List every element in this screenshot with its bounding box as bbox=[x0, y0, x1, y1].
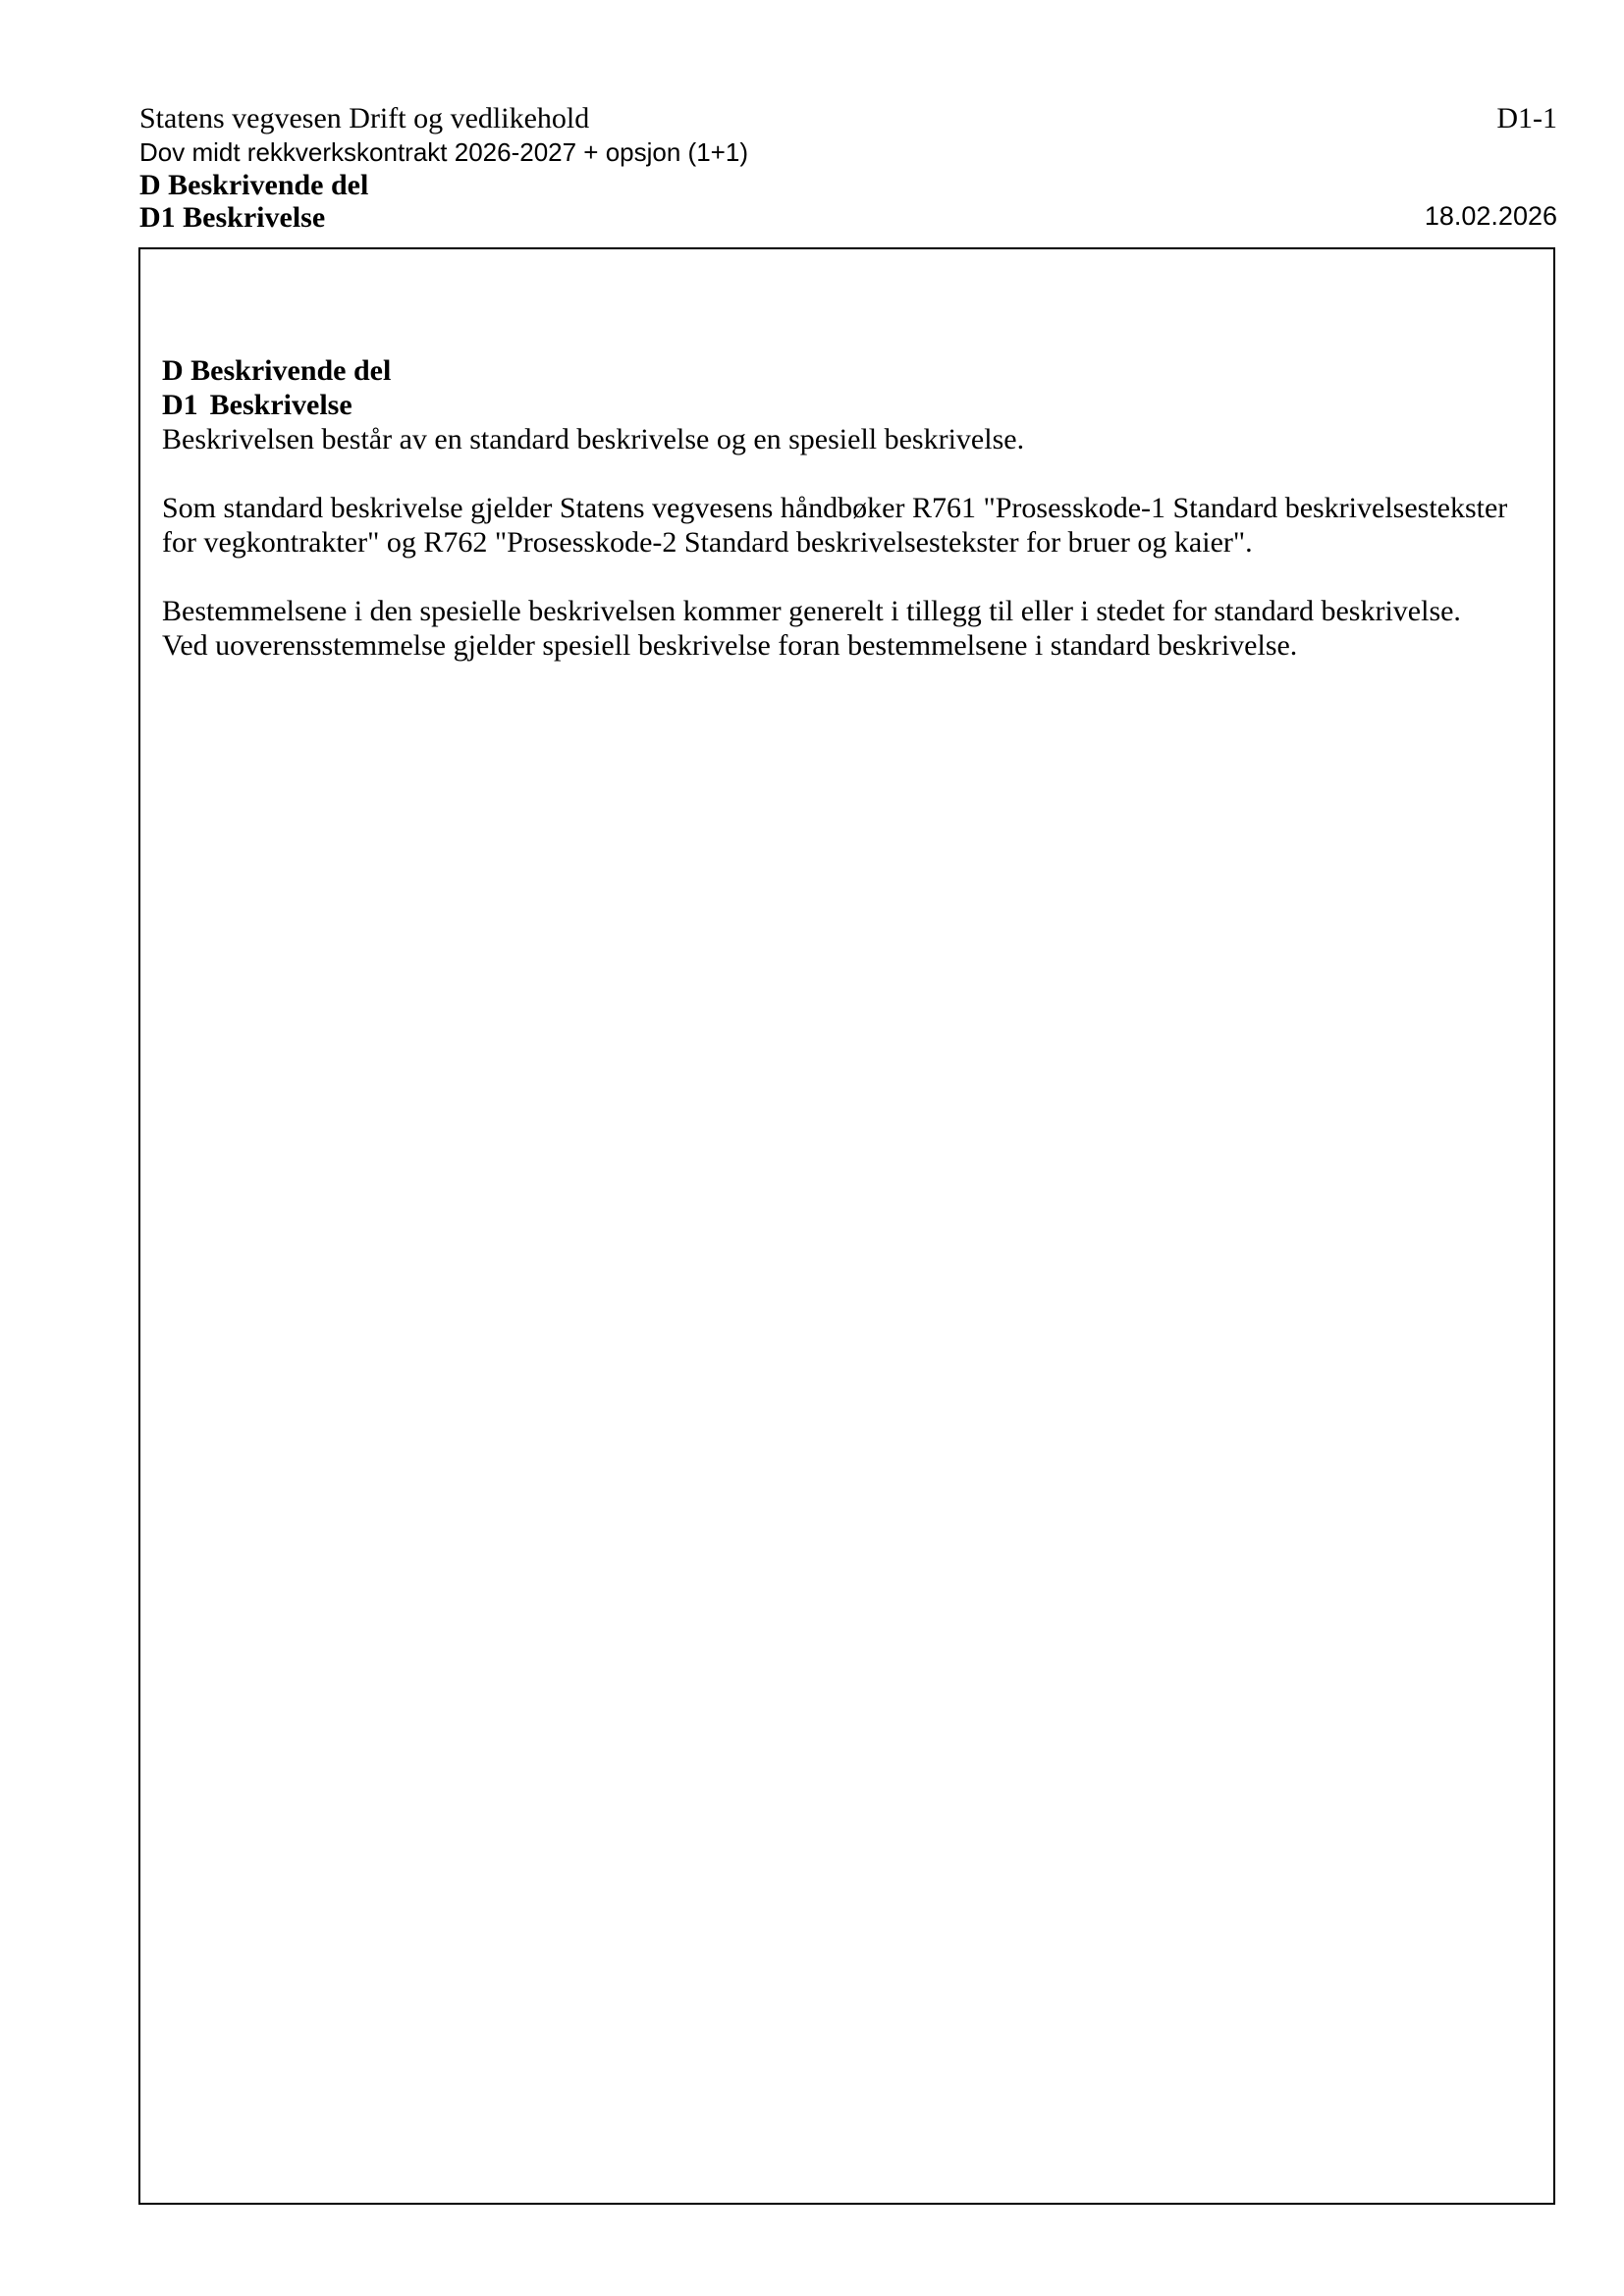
section-title: D Beskrivende del bbox=[139, 169, 369, 201]
document-body bbox=[162, 353, 1537, 663]
paragraph-precedence-line-1: Bestemmelsene i den spesielle beskrivelsen kommer generelt i tillegg til eller i stedet for standard beskrivelse. bbox=[162, 595, 1461, 627]
page-number: D1-1 bbox=[1496, 102, 1557, 134]
subsection-title: D1 Beskrivelse bbox=[139, 201, 326, 234]
contract-title: Dov midt rekkverkskontrakt 2026-2027 + opsjon (1+1) bbox=[139, 137, 748, 167]
paragraph-precedence-line-2: Ved uoverensstemmelse gjelder spesiell beskrivelse foran bestemmelsene i standard beskrivelse. bbox=[162, 629, 1298, 662]
subsection-code: D1 bbox=[162, 389, 198, 421]
organization-name: Statens vegvesen Drift og vedlikehold bbox=[139, 102, 590, 134]
body-heading-subsection bbox=[162, 388, 1537, 422]
page-header bbox=[139, 102, 1557, 240]
content-frame bbox=[138, 247, 1555, 2205]
paragraph-intro: Beskrivelsen består av en standard beskrivelse og en spesiell beskrivelse. bbox=[162, 423, 1025, 455]
subsection-name: Beskrivelse bbox=[209, 389, 352, 421]
document-date: 18.02.2026 bbox=[1424, 201, 1557, 231]
paragraph-standard-description: Som standard beskrivelse gjelder Statens vegvesens håndbøker R761 "Prosesskode-1 Standard beskrivelsestekster for vegkontrakter" og R762 "Prosesskode-2 Standard beskrivelsestekster for bruer og kaier". bbox=[162, 492, 1508, 559]
body-heading-section: D Beskrivende del bbox=[162, 354, 392, 387]
